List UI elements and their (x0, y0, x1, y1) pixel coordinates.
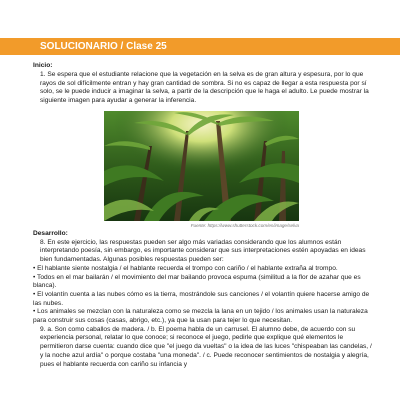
jungle-illustration (104, 111, 299, 221)
desarrollo-item-8: 8. En este ejercicio, las respuestas pueden ser algo más variadas considerando que los alumnos están interpretando poesía, sin embargo, es importante considerar que sus interpretaciones estén apoyadas en ideas bien fundamentadas. Algunas posibles respuestas pueden ser: (40, 238, 366, 264)
bullet-4: • Los animales se mezclan con la naturaleza como se mezcla la lana en un tejido / los animales usan la naturaleza para construir sus cosas (casas, abrigo, etc.), ya que la usan para tejer lo que necesitan. (33, 308, 368, 325)
inicio-item-1: 1. Se espera que el estudiante relacione que la vegetación en la selva es de gran altura y espesura, por lo que rayos de sol difícilmente entran y hay gran cantidad de sombra. Si no es capaz de llegar a esta respuesta por sí solo, se le puede inducir a imaginar la selva, a partir de la descripción que le haga el adulto. Le puede mostrar la siguiente imagen para ayudar a generar la inferencia. (40, 70, 369, 105)
header-title: SOLUCIONARIO / Clase 25 (40, 41, 167, 52)
desarrollo-item-9: 9. a. Son como caballos de madera. / b. El poema habla de un carrusel. El alumno debe, de acuerdo con su experiencia personal, relatar lo que conoce; si reconoce el juego, pedirle que explique qué elementos le permitieron darse cuenta: cuando dice que "el juego da vueltas" o la idea de las luces "chispeaban las candelas, / y la noche azul ardía" o porque costaba "una moneda". / c. Puede reconocer sentimientos de nostalgia y alegría, pues el hablante recuerda con cariño su infancia y (40, 325, 372, 368)
desarrollo-section (33, 230, 373, 369)
inicio-section (33, 62, 373, 106)
inicio-title: Inicio: (33, 62, 53, 69)
image-caption: Fuente: https://www.shutterstock.com/es/image/selva (190, 223, 299, 228)
bullet-2: • Todos en el mar bailarán / el movimiento del mar bailando provoca espuma (similitud a la flor de azahar que es blanca). (33, 273, 361, 290)
jungle-image (104, 111, 299, 221)
bullet-1: • El hablante siente nostalgia / el hablante recuerda el trompo con cariño / el hablante extraña al trompo. (33, 264, 338, 272)
desarrollo-title: Desarrollo: (33, 230, 68, 237)
page-header (0, 38, 400, 55)
bullet-3: • El volantín cuenta a las nubes cómo es la tierra, mostrándole sus canciones / el volantín quiere hacerse amigo de las nubes. (33, 290, 370, 307)
